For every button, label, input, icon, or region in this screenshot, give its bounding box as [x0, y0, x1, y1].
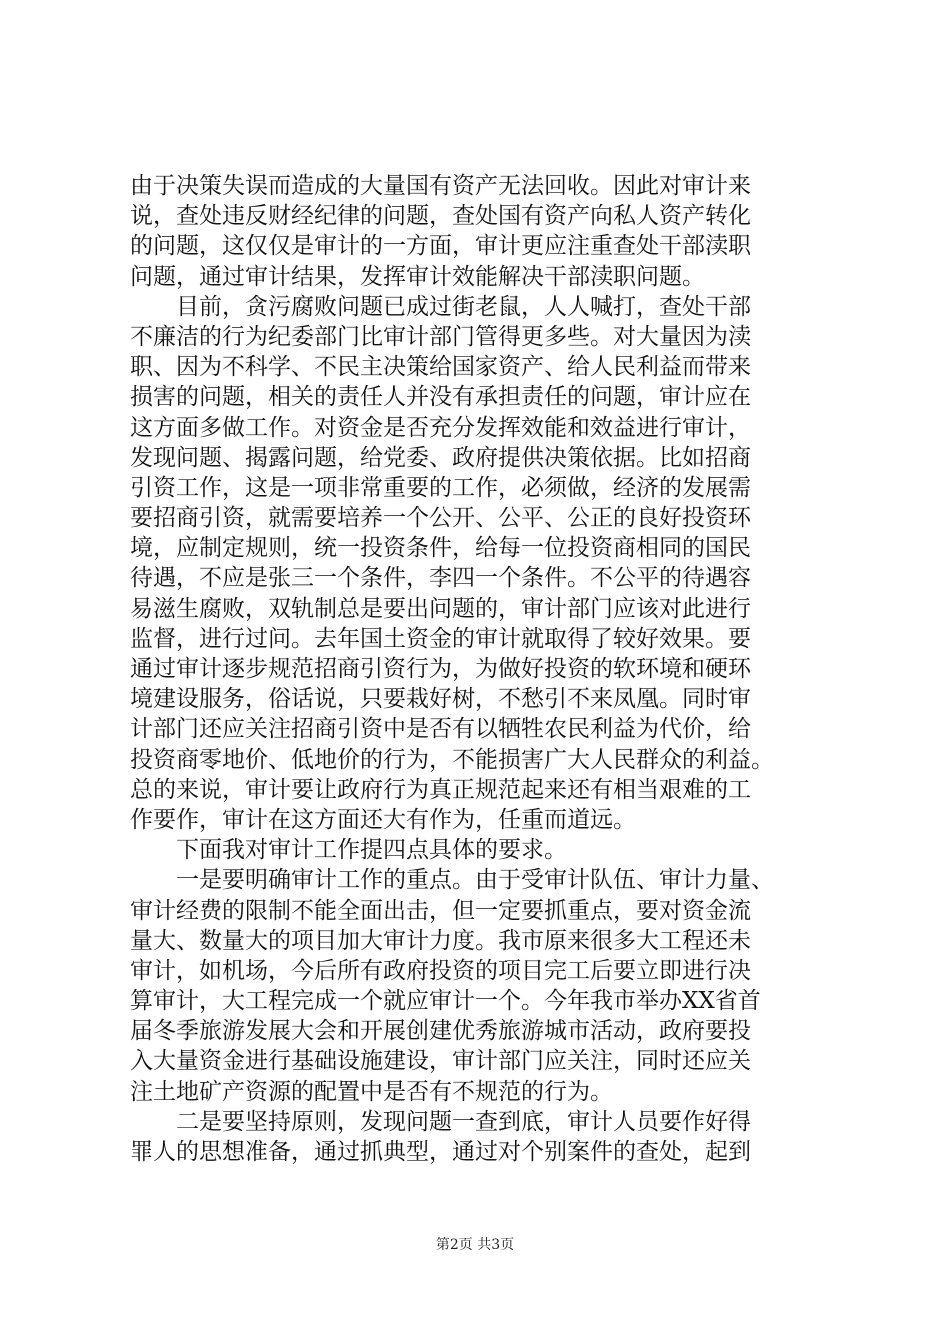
- text-line: 罪人的思想准备，通过抓典型，通过对个别案件的查处，起到: [130, 1139, 751, 1165]
- page-number-footer: 第2页 共3页: [435, 1237, 515, 1253]
- text-line: 职、因为不科学、不民主决策给国家资产、给人民利益而带来: [130, 354, 751, 381]
- text-line: 量大、数量大的项目加大审计力度。我市原来很多大工程还未: [130, 927, 751, 954]
- text-line: 算审计，大工程完成一个就应审计一个。今年我市举办XX省首: [130, 988, 761, 1015]
- text-line: 目前，贪污腐败问题已成过街老鼠，人人喊打，查处干部: [130, 293, 751, 320]
- text-line: 下面我对审计工作提四点具体的要求。: [130, 837, 567, 864]
- text-line: 一是要明确审计工作的重点。由于受审计队伍、审计力量、: [130, 867, 774, 894]
- text-line: 审计，如机场，今后所有政府投资的项目完工后要立即进行决: [130, 957, 751, 984]
- text-line: 审计经费的限制不能全面出击，但一定要抓重点，要对资金流: [130, 897, 751, 924]
- body-text: [130, 171, 830, 1167]
- text-line: 计部门还应关注招商引资中是否有以牺牲农民利益为代价，给: [130, 716, 751, 743]
- text-line: 总的来说，审计要让政府行为真正规范起来还有相当艰难的工: [130, 776, 751, 803]
- text-line: 境建设服务，俗话说，只要栽好树，不愁引不来凤凰。同时审: [130, 686, 751, 713]
- text-line: 损害的问题，相关的责任人并没有承担责任的问题，审计应在: [130, 384, 751, 411]
- text-line: 由于决策失误而造成的大量国有资产无法回收。因此对审计来: [130, 173, 751, 199]
- text-line: 入大量资金进行基础设施建设，审计部门应关注，同时还应关: [130, 1048, 751, 1075]
- text-line: 易滋生腐败，双轨制总是要出问题的，审计部门应该对此进行: [130, 595, 751, 622]
- text-line: 境，应制定规则，统一投资条件，给每一位投资商相同的国民: [130, 535, 751, 562]
- text-line: 的问题，这仅仅是审计的一方面，审计更应注重查处干部渎职: [130, 233, 751, 260]
- text-line: 注土地矿产资源的配置中是否有不规范的行为。: [130, 1078, 613, 1105]
- text-line: 通过审计逐步规范招商引资行为，为做好投资的软环境和硬环: [130, 656, 751, 682]
- text-line: 发现问题、揭露问题，给党委、政府提供决策依据。比如招商: [130, 444, 751, 471]
- text-line: 监督，进行过问。去年国土资金的审计就取得了较好效果。要: [130, 625, 751, 652]
- text-line: 问题，通过审计结果，发挥审计效能解决干部渎职问题。: [130, 263, 705, 290]
- text-line: 说，查处违反财经纪律的问题，查处国有资产向私人资产转化: [130, 203, 751, 230]
- text-line: 不廉洁的行为纪委部门比审计部门管得更多些。对大量因为渎: [130, 323, 751, 350]
- text-line: 作要作，审计在这方面还大有作为，任重而道远。: [130, 806, 636, 833]
- text-line: 引资工作，这是一项非常重要的工作，必须做，经济的发展需: [130, 474, 751, 501]
- text-line: 这方面多做工作。对资金是否充分发挥效能和效益进行审计，: [130, 414, 751, 441]
- text-line: 届冬季旅游发展大会和开展创建优秀旅游城市活动，政府要投: [130, 1018, 751, 1045]
- text-line: 要招商引资，就需要培养一个公开、公平、公正的良好投资环: [130, 505, 751, 532]
- text-line: 待遇，不应是张三一个条件，李四一个条件。不公平的待遇容: [130, 565, 751, 592]
- text-line: 二是要坚持原则，发现问题一查到底，审计人员要作好得: [130, 1108, 751, 1135]
- text-line: 投资商零地价、低地价的行为，不能损害广大人民群众的利益。: [130, 746, 774, 773]
